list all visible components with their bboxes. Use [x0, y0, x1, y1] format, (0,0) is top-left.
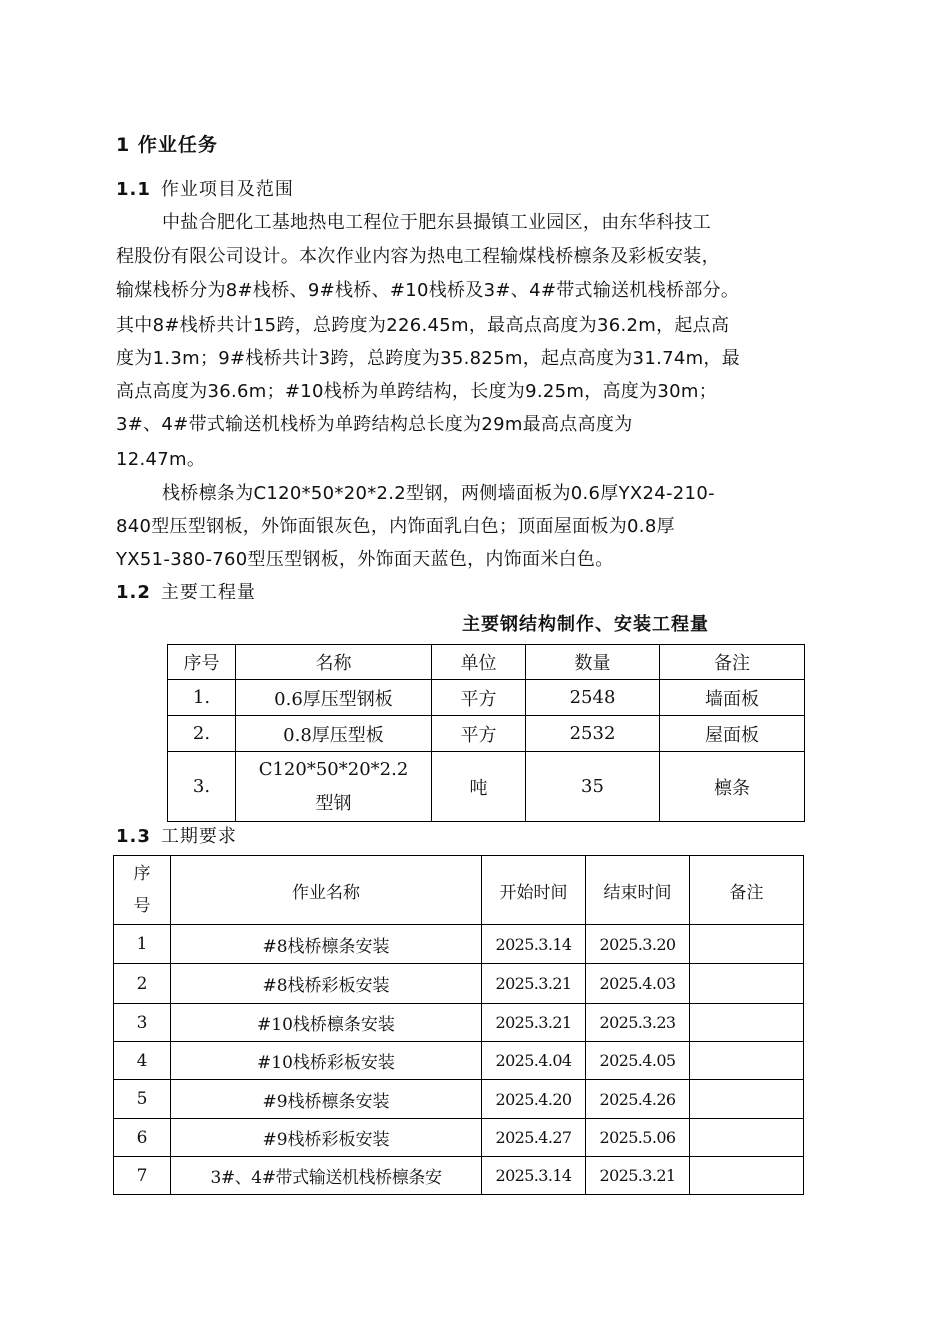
table-cell: 3#、4#带式输送机栈桥檩条安	[171, 1157, 482, 1195]
subsection-number: 1.3	[116, 826, 151, 847]
table-cell: #8栈桥彩板安装	[171, 964, 482, 1004]
table-cell: #8栈桥檩条安装	[171, 925, 482, 964]
quantities-table	[167, 644, 805, 822]
table-cell: 2025.5.06	[586, 1119, 690, 1157]
table-cell: 屋面板	[660, 716, 805, 752]
header-cell: 序号	[114, 856, 171, 925]
table-cell: 2.	[168, 716, 236, 752]
header-cell: 备注	[690, 856, 804, 925]
subsection-1-3-heading	[116, 822, 237, 848]
table-cell: 0.6厚压型钢板	[236, 680, 432, 716]
table-cell	[690, 925, 804, 964]
table-cell: 7	[114, 1157, 171, 1195]
header-cell: 备注	[660, 645, 805, 680]
table-cell: 2025.3.23	[586, 1004, 690, 1042]
table-cell: 2025.4.20	[482, 1080, 586, 1119]
table-cell: 5	[114, 1080, 171, 1119]
paragraph-line: 栈桥檩条为C120*50*20*2.2型钢，两侧墙面板为0.6厚YX24-210-	[162, 483, 715, 504]
subsection-1-2-heading	[116, 578, 256, 604]
table-row	[114, 1157, 804, 1195]
header-cell: 作业名称	[171, 856, 482, 925]
table-cell: 2548	[526, 680, 660, 716]
header-cell: 结束时间	[586, 856, 690, 925]
table-row	[168, 716, 805, 752]
table-row	[168, 680, 805, 716]
section-heading: 1 作业任务	[116, 134, 218, 156]
table-cell: 2025.4.04	[482, 1042, 586, 1080]
table-cell: 3.	[168, 752, 236, 822]
table-cell: 2025.3.20	[586, 925, 690, 964]
table-cell: 平方	[432, 680, 526, 716]
table1-caption: 主要钢结构制作、安装工程量	[462, 614, 709, 635]
table-cell: 35	[526, 752, 660, 822]
table-row	[114, 1004, 804, 1042]
subsection-number: 1.2	[116, 582, 151, 603]
table-cell	[690, 1157, 804, 1195]
table-cell: 2025.3.21	[482, 964, 586, 1004]
subsection-title: 作业项目及范围	[160, 179, 294, 200]
paragraph-line: 中盐合肥化工基地热电工程位于肥东县撮镇工业园区，由东华科技工	[162, 212, 711, 233]
subsection-1-1-heading	[116, 175, 294, 201]
table-cell: 2025.4.05	[586, 1042, 690, 1080]
table-cell: 2025.4.26	[586, 1080, 690, 1119]
header-cell: 开始时间	[482, 856, 586, 925]
header-cell: 单位	[432, 645, 526, 680]
table-row	[114, 925, 804, 964]
paragraph-line: 度为1.3m；9#栈桥共计3跨，总跨度为35.825m，起点高度为31.74m，最	[116, 348, 741, 369]
table-cell: 墙面板	[660, 680, 805, 716]
paragraph-line: YX51-380-760型压型钢板，外饰面天蓝色，内饰面米白色。	[116, 549, 614, 570]
table-cell	[690, 1119, 804, 1157]
table-cell: 2025.4.27	[482, 1119, 586, 1157]
paragraph-line: 12.47m。	[116, 449, 206, 470]
table-cell: #10栈桥彩板安装	[171, 1042, 482, 1080]
table-header-row	[114, 856, 804, 925]
table-row	[114, 964, 804, 1004]
table-cell: #9栈桥彩板安装	[171, 1119, 482, 1157]
table-cell: 6	[114, 1119, 171, 1157]
table-cell: #9栈桥檩条安装	[171, 1080, 482, 1119]
subsection-title: 主要工程量	[160, 582, 256, 603]
table-cell: #10栈桥檩条安装	[171, 1004, 482, 1042]
paragraph-line: 840型压型钢板，外饰面银灰色，内饰面乳白色；顶面屋面板为0.8厚	[116, 516, 675, 537]
table-row	[114, 1119, 804, 1157]
table-cell: 檩条	[660, 752, 805, 822]
table-row	[114, 1080, 804, 1119]
table-cell: 2	[114, 964, 171, 1004]
table-cell: 2025.3.14	[482, 925, 586, 964]
table-cell: 2025.3.21	[482, 1004, 586, 1042]
table-cell: 1.	[168, 680, 236, 716]
subsection-title: 工期要求	[160, 826, 237, 847]
header-cell: 数量	[526, 645, 660, 680]
paragraph-line: 高点高度为36.6m；#10栈桥为单跨结构，长度为9.25m，高度为30m；	[116, 381, 718, 402]
table-cell: 4	[114, 1042, 171, 1080]
table-row	[168, 752, 805, 822]
paragraph-line: 程股份有限公司设计。本次作业内容为热电工程输煤栈桥檩条及彩板安装，	[116, 246, 720, 267]
table-cell: 2025.3.14	[482, 1157, 586, 1195]
table-cell: 1	[114, 925, 171, 964]
table-cell: 0.8厚压型板	[236, 716, 432, 752]
table-header-row	[168, 645, 805, 680]
table-cell: 2025.3.21	[586, 1157, 690, 1195]
table-cell: 2025.4.03	[586, 964, 690, 1004]
table-cell	[690, 1080, 804, 1119]
table-cell: 吨	[432, 752, 526, 822]
table-cell: 2532	[526, 716, 660, 752]
paragraph-line: 3#、4#带式输送机栈桥为单跨结构总长度为29m最高点高度为	[116, 414, 633, 435]
paragraph-line: 其中8#栈桥共计15跨，总跨度为226.45m，最高点高度为36.2m，起点高	[116, 315, 730, 336]
table-cell: 平方	[432, 716, 526, 752]
paragraph-line: 输煤栈桥分为8#栈桥、9#栈桥、#10栈桥及3#、4#带式输送机栈桥部分。	[116, 280, 740, 301]
subsection-number: 1.1	[116, 179, 151, 200]
table-cell: 3	[114, 1004, 171, 1042]
table-cell	[690, 1004, 804, 1042]
table-cell	[690, 1042, 804, 1080]
table-cell: C120*50*20*2.2型钢	[236, 752, 432, 822]
header-cell: 序号	[168, 645, 236, 680]
schedule-table	[113, 855, 804, 1195]
table-row	[114, 1042, 804, 1080]
header-cell: 名称	[236, 645, 432, 680]
table-cell	[690, 964, 804, 1004]
